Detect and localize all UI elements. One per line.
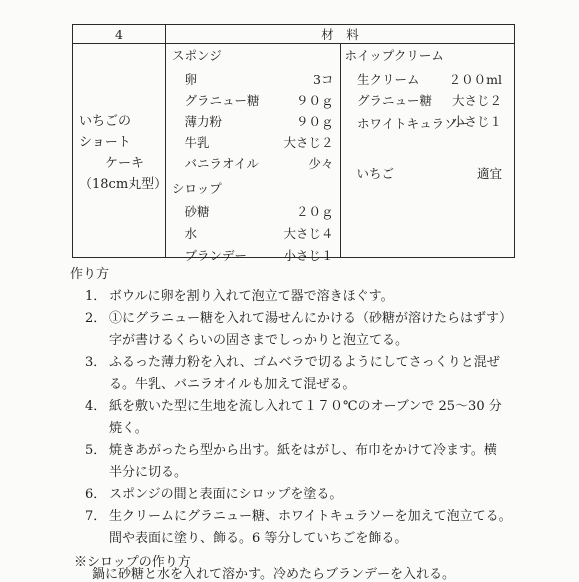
step-3 xyxy=(85,351,500,370)
ingredient-label: 水 xyxy=(172,226,198,241)
ingredient-amount: 大さじ２ xyxy=(451,93,502,108)
step-6 xyxy=(85,483,342,502)
step-3-cont: る。牛乳、バニラオイルも加えて混ぜる。 xyxy=(109,377,356,392)
step-text: 紙を敷いた型に生地を流し入れて１７０℃のオーブンで 25～30 分 xyxy=(109,399,502,414)
ingredient-amount: 3コ xyxy=(313,72,334,87)
ingredient-amount: 適宜 xyxy=(476,166,502,181)
recipe-title-line: いちごの xyxy=(79,114,132,129)
ingredient-label: 卵 xyxy=(172,72,198,87)
ingredient-label: グラニュー糖 xyxy=(172,93,260,108)
ingredient-label: スポンジ xyxy=(172,48,222,63)
ingredient-label: 牛乳 xyxy=(172,135,210,150)
ingredient-label: バニラオイル xyxy=(172,156,259,171)
step-text: ふるった薄力粉を入れ、ゴムベラで切るようにしてさっくりと混ぜ xyxy=(109,355,500,370)
step-5 xyxy=(85,439,497,458)
recipe-title-line: ショート xyxy=(79,135,131,150)
ingredient-amount: 小さじ１ xyxy=(283,248,334,263)
step-number: 1． xyxy=(85,289,107,304)
materials-header: 材 料 xyxy=(166,25,515,44)
step-4 xyxy=(85,395,502,414)
ingredient-label: グラニュー糖 xyxy=(344,93,433,108)
whipped-cream-column xyxy=(340,44,515,258)
step-number: 7． xyxy=(85,509,107,524)
step-5-cont: 半分に切る。 xyxy=(109,465,188,480)
recipe-title-line: ケーキ xyxy=(79,156,145,171)
step-number: 3． xyxy=(85,355,107,370)
step-text: 焼きあがったら型から出す。紙をはがし、布巾をかけて冷ます。横 xyxy=(109,443,497,458)
ingredient-amount: ９０ｇ xyxy=(295,114,334,129)
ingredient-label: 砂糖 xyxy=(172,204,210,219)
step-text: ボウルに卵を割り入れて泡立て器で溶きほぐす。 xyxy=(109,289,394,304)
step-2 xyxy=(85,307,512,326)
syrup-text: 鍋に砂糖と水を入れて溶かす。冷めたらブランデーを入れる。 xyxy=(92,567,455,582)
step-text: スポンジの間と表面にシロップを塗る。 xyxy=(109,487,343,502)
step-1 xyxy=(85,285,394,304)
ingredient-label: ホワイトキュラソー xyxy=(344,116,470,131)
recipe-title-line: （18cm丸型） xyxy=(79,177,168,192)
step-number: 6． xyxy=(85,487,107,502)
ingredient-amount: 大さじ４ xyxy=(283,226,334,241)
ingredient-label: ブランデー xyxy=(172,248,248,263)
ingredient-label: 生クリーム xyxy=(344,72,420,87)
step-text: 生クリームにグラニュー糖、ホワイトキュラソーを加えて泡立てる。 xyxy=(109,509,512,524)
step-4-cont: 焼く。 xyxy=(109,421,148,436)
step-7 xyxy=(85,505,512,524)
ingredient-amount: 大さじ２ xyxy=(283,135,334,150)
sponge-syrup-column xyxy=(166,44,341,263)
ingredients-table xyxy=(72,24,515,263)
ingredient-amount: 少々 xyxy=(308,156,334,171)
ingredient-amount: ２０ｇ xyxy=(295,204,334,219)
ingredient-label: いちご xyxy=(356,166,395,181)
ingredient-label: ホイップクリーム xyxy=(344,48,444,63)
step-7-cont: 間や表面に塗り、飾る。6 等分していちごを飾る。 xyxy=(109,531,408,546)
step-number: 5． xyxy=(85,443,107,458)
ingredient-amount: 小さじ１ xyxy=(451,114,502,129)
step-2-cont: 字が書けるくらいの固さまでしっかりと泡立てる。 xyxy=(109,333,409,348)
ingredient-label: 薄力粉 xyxy=(172,114,223,129)
step-number: 4． xyxy=(85,399,107,414)
recipe-title-cell xyxy=(73,44,166,258)
ingredient-amount: ２００ml xyxy=(448,72,502,87)
step-number: 2． xyxy=(85,311,107,326)
howto-title: 作り方 xyxy=(70,267,110,282)
recipe-number: 4 xyxy=(73,25,166,44)
ingredient-amount: ９０ｇ xyxy=(295,93,334,108)
ingredient-label: シロップ xyxy=(172,181,222,196)
step-text: ①にグラニュー糖を入れて湯せんにかける（砂糖が溶けたらはずす） xyxy=(109,311,513,326)
syrup-title: ※シロップの作り方 xyxy=(74,555,191,570)
